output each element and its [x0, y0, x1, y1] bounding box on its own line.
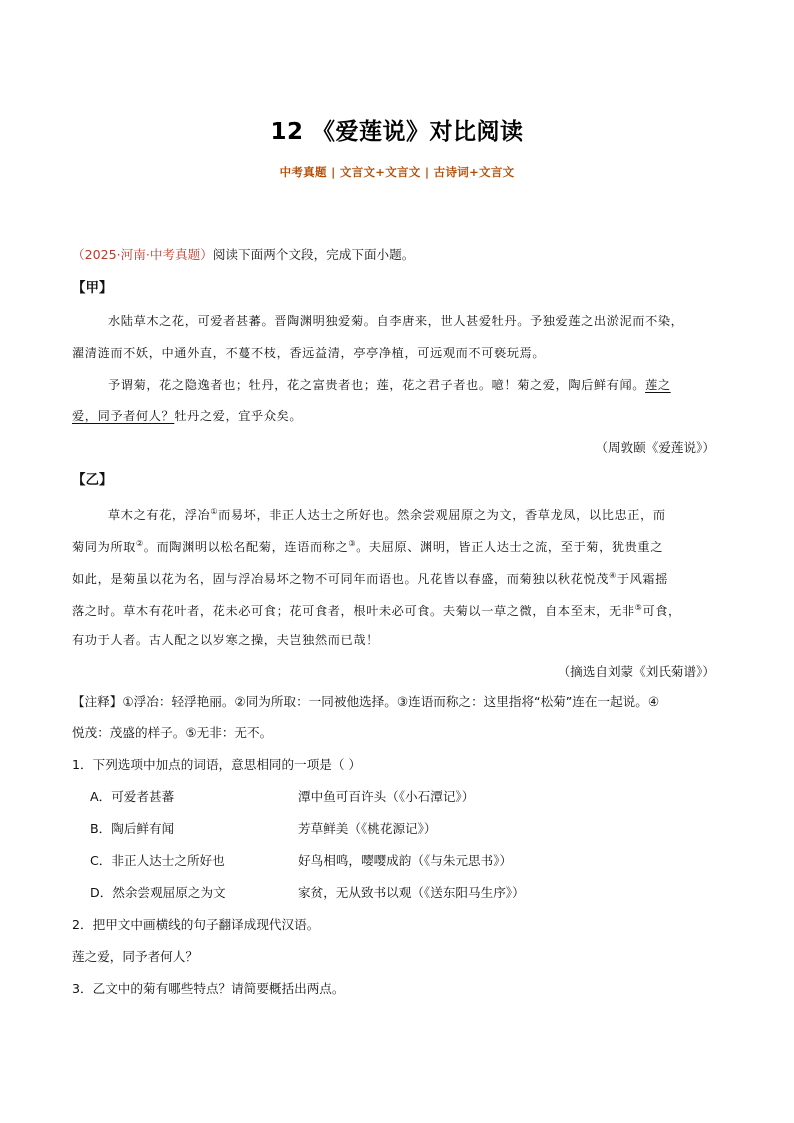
jia-p2-line1	[108, 376, 722, 394]
note-marker-2: ②	[135, 539, 144, 548]
yi-text: 如此，是菊虽以花为名，固与浮冶易坏之物不可同年而语也。凡花皆以春盛，而菊独以秋花悦茂	[72, 572, 610, 586]
question-1: 1．下列选项中加点的词语，意思相同的一项是（ ）	[72, 757, 362, 772]
option-d	[90, 884, 740, 902]
jia-attribution: （周敦颐《爱莲说》）	[595, 440, 715, 455]
page-subtitle: 中考真题 | 文言文+文言文 | 古诗词+文言文	[279, 165, 515, 179]
option-c-text: C．非正人达士之所好也	[90, 853, 225, 868]
yi-attribution: （摘选自刘蒙《刘氏菊谱》）	[557, 664, 715, 679]
yi-text: 。而陶渊明以松名配菊，连语而称之	[143, 540, 349, 554]
note-marker-4: ④	[609, 571, 617, 580]
yi-text: 可食，	[642, 604, 681, 618]
yi-heading: 【乙】	[72, 472, 113, 488]
option-d-compare: 家贫，无从致书以观（《送东阳马生序》）	[298, 885, 525, 900]
jia-p1-line2: 濯清涟而不妖，中通外直，不蔓不枝，香远益清，亭亭净植，可远观而不可亵玩焉。	[72, 346, 546, 360]
yi-line3	[72, 567, 722, 588]
yi-line2	[72, 535, 722, 556]
note-marker-1: ①	[210, 507, 219, 516]
question-3: 3．乙文中的菊有哪些特点？请简要概括出两点。	[72, 981, 345, 996]
yi-text: 于风霜摇	[616, 572, 669, 586]
question-2: 2．把甲文中画横线的句子翻译成现代汉语。	[72, 917, 320, 932]
option-a-compare: 潭中鱼可百许头（《小石潭记》）	[298, 789, 475, 804]
notes-line2: 悦茂：茂盛的样子。⑤无非：无不。	[72, 725, 273, 740]
yi-text: 而易坏，非正人达士之所好也。然余尝观屈原之为文，香草龙凤，以比忠正，而	[218, 508, 666, 522]
yi-line1	[108, 503, 722, 524]
option-b	[90, 820, 740, 838]
option-c-compare: 好鸟相鸣，嘤嘤成韵（《与朱元思书》）	[298, 853, 513, 868]
intro-instruction: 阅读下面两个文段，完成下面小题。	[212, 247, 415, 262]
jia-p1-line1: 水陆草木之花，可爱者甚蕃。晋陶渊明独爱菊。自李唐来，世人甚爱牡丹。予独爱莲之出淤泥而不染，	[108, 314, 684, 328]
notes-line1: 【注释】①浮冶：轻浮艳丽。②同为所取：一同被他选择。③连语而称之：这里指将“松菊”连在一起说。④	[72, 694, 660, 709]
yi-line4	[72, 599, 722, 620]
yi-text: 。夫屈原、渊明，皆正人达士之流，至于菊，犹贵重之	[356, 540, 664, 554]
page-title: 12 《爱莲说》对比阅读	[270, 119, 524, 145]
option-d-text: D．然余尝观屈原之为文	[90, 885, 226, 900]
jia-p2-text: 予谓菊，花之隐逸者也；牡丹，花之富贵者也；莲，花之君子者也。噫！菊之爱，陶后鲜有闻。	[108, 378, 646, 392]
yi-line5: 有功于人者。古人配之以岁寒之操，夫岂独然而已哉！	[72, 633, 379, 647]
question-2-sentence: 莲之爱，同予者何人？	[72, 949, 198, 964]
note-marker-5: ⑤	[634, 603, 643, 612]
jia-heading: 【甲】	[72, 280, 113, 296]
option-a	[90, 788, 740, 806]
option-b-text: B．陶后鲜有闻	[90, 821, 175, 836]
exam-source: （2025·河南·中考真题）	[72, 247, 213, 262]
yi-text: 落之时。草木有花叶者，花未必可食；花可食者，根叶未必可食。夫菊以一草之微，自本至末，无非	[72, 604, 635, 618]
yi-text: 草木之有花，浮冶	[108, 508, 211, 522]
jia-underlined-sentence-start: 莲之	[645, 378, 671, 392]
option-c	[90, 852, 740, 870]
jia-underlined-sentence-end: 爱，同予者何人？	[72, 409, 175, 423]
jia-p2-line2	[72, 407, 722, 425]
note-marker-3: ③	[348, 539, 357, 548]
option-b-compare: 芳草鲜美（《桃花源记》）	[298, 821, 437, 836]
yi-text: 菊同为所取	[72, 540, 136, 554]
option-a-text: A．可爱者甚蕃	[90, 789, 175, 804]
intro-line	[72, 246, 722, 264]
jia-p2-tail: 牡丹之爱，宜乎众矣。	[174, 409, 303, 423]
